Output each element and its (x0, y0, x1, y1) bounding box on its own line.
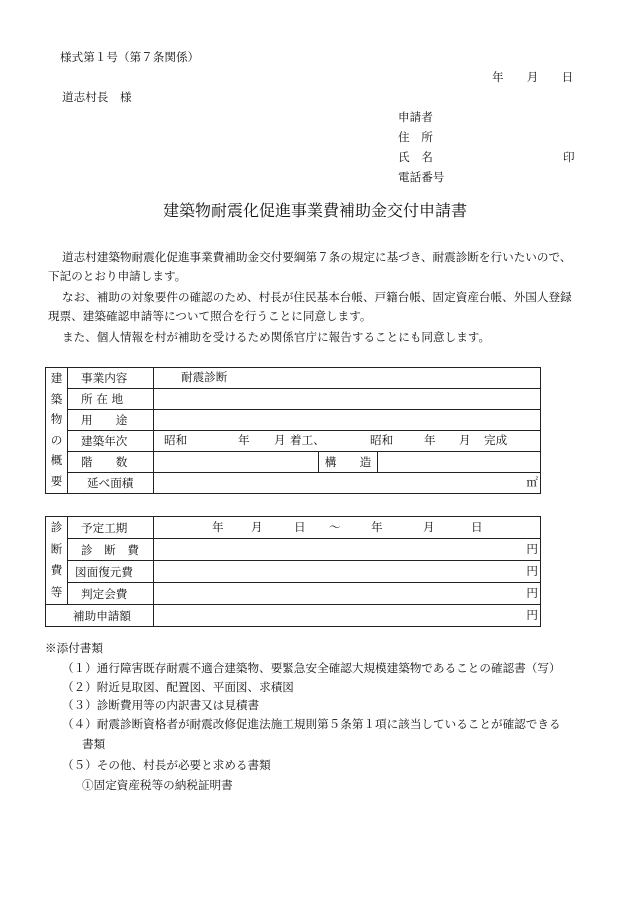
start-marker: 着工、 (290, 433, 325, 447)
construction-year-label: 建築年次 (68, 431, 154, 452)
table-row (46, 473, 541, 494)
drawing-restoration-fee-value-cell (154, 561, 541, 583)
floor-area-value-cell (154, 473, 541, 494)
yen-unit: 円 (526, 542, 538, 556)
judgment-fee-value-cell (154, 583, 541, 605)
schedule-end-day: 日 (471, 520, 483, 534)
table-row (46, 561, 541, 583)
schedule-end-month: 月 (423, 520, 435, 534)
attachment-item-continuation: 書類 (82, 737, 106, 751)
table-row (46, 583, 541, 605)
era-end: 昭和 (370, 433, 394, 447)
costs-side-cell (46, 517, 68, 605)
yen-unit: 円 (526, 564, 538, 578)
addressee: 道志村長 様 (62, 90, 132, 104)
body-line: 下記のとおり申請します。 (48, 269, 187, 283)
table-row (46, 368, 541, 389)
applicant-name-label: 氏 名 (398, 150, 433, 164)
schedule-start-month: 月 (251, 520, 263, 534)
structure-label: 構 造 (319, 452, 378, 473)
location-label: 所 在 地 (68, 389, 154, 410)
diagnosis-fee-value-cell (154, 539, 541, 561)
month-start: 月 (274, 433, 286, 447)
yen-unit: 円 (526, 608, 538, 622)
yen-unit: 円 (526, 586, 538, 600)
drawing-restoration-fee-label: 図面復元費 (68, 561, 154, 583)
table-row (46, 539, 541, 561)
subsidy-amount-label: 補助申請額 (46, 605, 154, 627)
schedule-value-cell (154, 517, 541, 539)
document-title: 建築物耐震化促進事業費補助金交付申請書 (162, 201, 467, 220)
diagnosis-fee-label: 診 断 費 (68, 539, 154, 561)
applicant-address-label: 住 所 (398, 130, 433, 144)
floor-area-label: 延べ面積 (68, 473, 154, 494)
year-start: 年 (238, 433, 250, 447)
attachment-item: （３）診断費用等の内訳書又は見積書 (62, 698, 260, 712)
body-line: また、個人情報を村が補助を受けるため関係官庁に報告することにも同意します。 (62, 330, 491, 344)
era-start: 昭和 (164, 433, 188, 447)
completion-marker: 完成 (484, 433, 508, 447)
costs-table (45, 516, 541, 627)
schedule-label: 予定工期 (68, 517, 154, 539)
project-value: 耐震診断 (181, 370, 228, 384)
floors-value-cell (154, 452, 319, 473)
building-overview-table (45, 367, 541, 494)
building-overview-side-label: 建築物の概要 (50, 371, 63, 488)
square-meter-unit: ㎡ (526, 475, 539, 489)
seal-mark: 印 (563, 150, 575, 164)
body-line: 道志村建築物耐震化促進事業費補助金交付要綱第７条の規定に基づき、耐震診断を行いたいので、 (62, 250, 572, 264)
body-line: 現票、建築確認申請等について照合を行うことに同意します。 (48, 309, 372, 323)
schedule-start-day: 日 (294, 520, 306, 534)
project-value-cell (154, 368, 541, 389)
attachment-sub-item: ①固定資産税等の納税証明書 (82, 778, 233, 792)
table-row (46, 605, 541, 627)
month-end: 月 (459, 433, 471, 447)
schedule-start-year: 年 (212, 520, 224, 534)
judgment-fee-label: 判定会費 (68, 583, 154, 605)
applicant-phone-label: 電話番号 (398, 170, 445, 184)
attachment-item: （４）耐震診断資格者が耐震改修促進法施工規則第５条第１項に該当していることが確認できる (62, 717, 561, 731)
body-line: なお、補助の対象要件の確認のため、村長が住民基本台帳、戸籍台帳、固定資産台帳、外国人登録 (62, 290, 572, 304)
schedule-end-year: 年 (371, 520, 383, 534)
project-label: 事業内容 (68, 368, 154, 389)
attachment-item: （５）その他、村長が必要と求める書類 (62, 758, 271, 772)
year-end: 年 (424, 433, 436, 447)
floors-label: 階 数 (68, 452, 154, 473)
attachments-heading: ※添付書類 (45, 641, 103, 655)
schedule-range-mark: ～ (329, 520, 341, 534)
table-row (46, 410, 541, 431)
applicant-heading: 申請者 (398, 110, 433, 124)
use-value-cell (154, 410, 541, 431)
table-row (46, 431, 541, 452)
date-line: 年 月 日 (492, 70, 574, 84)
construction-year-value-cell (154, 431, 541, 452)
table-row (46, 452, 541, 473)
attachment-item: （２）附近見取図、配置図、平面図、求積図 (62, 680, 294, 694)
subsidy-amount-value-cell (154, 605, 541, 627)
attachment-item: （１）通行障害既存耐震不適合建築物、要緊急安全確認大規模建築物であることの確認書（写） (62, 661, 561, 675)
building-overview-side-cell (46, 368, 68, 494)
structure-value-cell (378, 452, 541, 473)
use-label: 用 途 (68, 410, 154, 431)
location-value-cell (154, 389, 541, 410)
form-number: 様式第１号（第７条関係） (60, 50, 200, 64)
table-row (46, 389, 541, 410)
costs-side-label: 診断費等 (50, 520, 63, 599)
table-row (46, 517, 541, 539)
